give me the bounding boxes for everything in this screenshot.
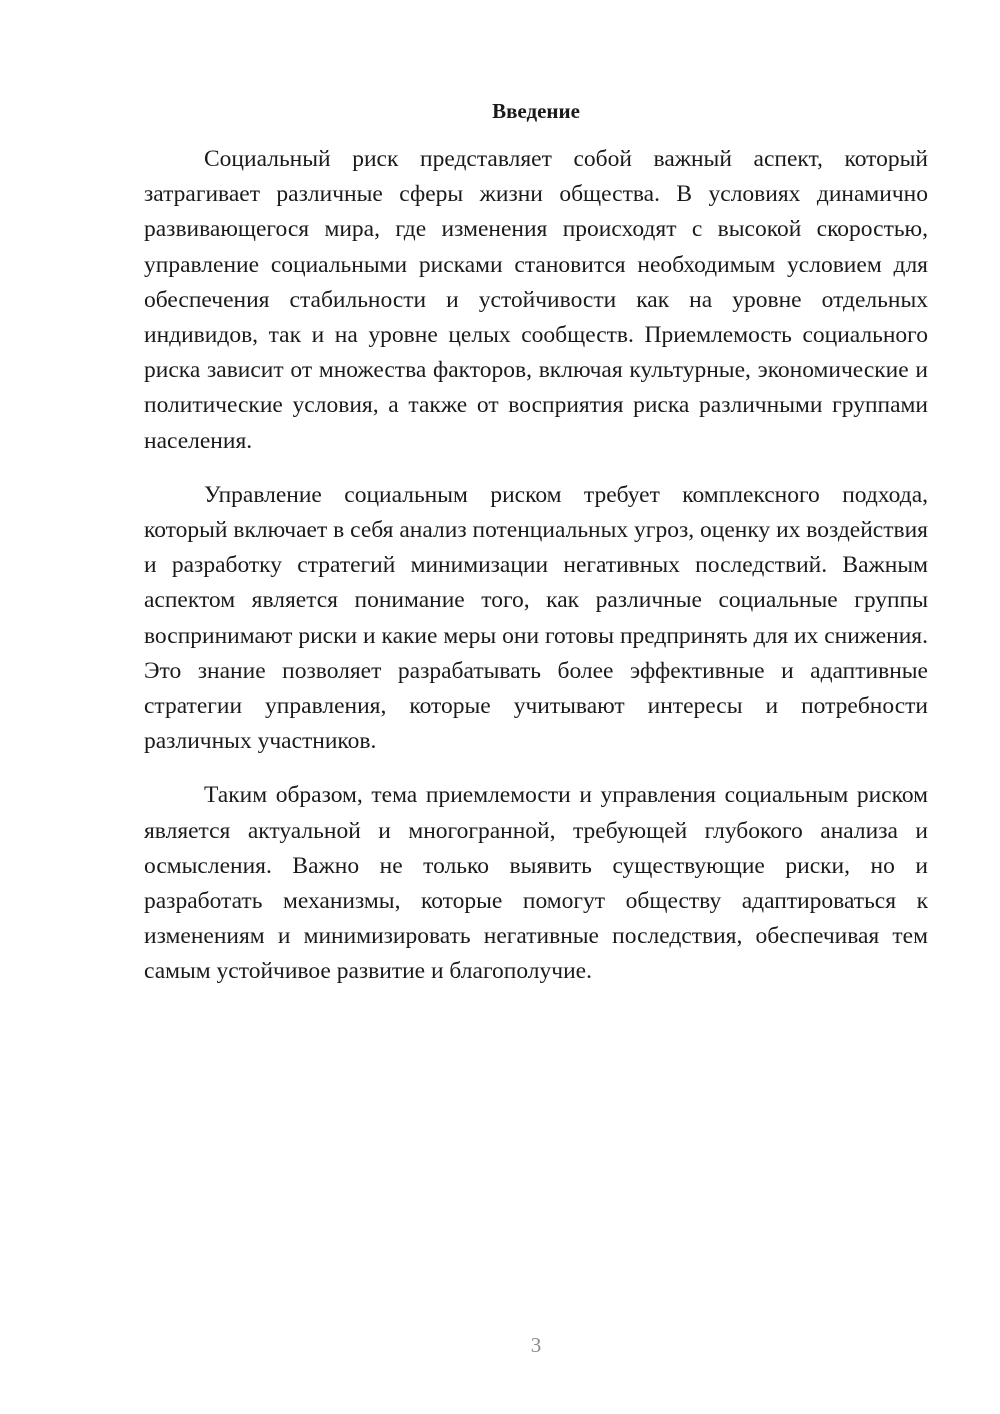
- body-text: [144, 142, 928, 1009]
- paragraph-2: Управление социальным риском требует комплексного подхода, который включает в себя анализ потенциальных угроз, оценку их воздействия и разработку стратегий минимизации негативных последствий. Важным аспектом является понимание того, как различные социальные группы воспринимают риски и какие меры они готовы предпринять для их снижения. Это знание позволяет разрабатывать более эффективные и адаптивные стратегии управления, которые учитывают интересы и потребности различных участников.: [144, 481, 928, 755]
- paragraph-3: Таким образом, тема приемлемости и управления социальным риском является актуальной и многогранной, требующей глубокого анализа и осмысления. Важно не только выявить существующие риски, но и разработать механизмы, которые помогут обществу адаптироваться к изменениям и минимизировать негативные последствия, обеспечивая тем самым устойчивое развитие и благополучие.: [144, 782, 928, 985]
- paragraph-1: Социальный риск представляет собой важный аспект, который затрагивает различные сферы жизни общества. В условиях динамично развивающегося мира, где изменения происходят с высокой скоростью, управление социальными рисками становится необходимым условием для обеспечения стабильности и устойчивости как на уровне отдельных индивидов, так и на уровне целых сообществ. Приемлемость социального риска зависит от множества факторов, включая культурные, экономические и политические условия, а также от восприятия риска различными группами населения.: [144, 146, 928, 454]
- section-title: Введение: [492, 99, 580, 123]
- page-number: 3: [530, 1333, 542, 1357]
